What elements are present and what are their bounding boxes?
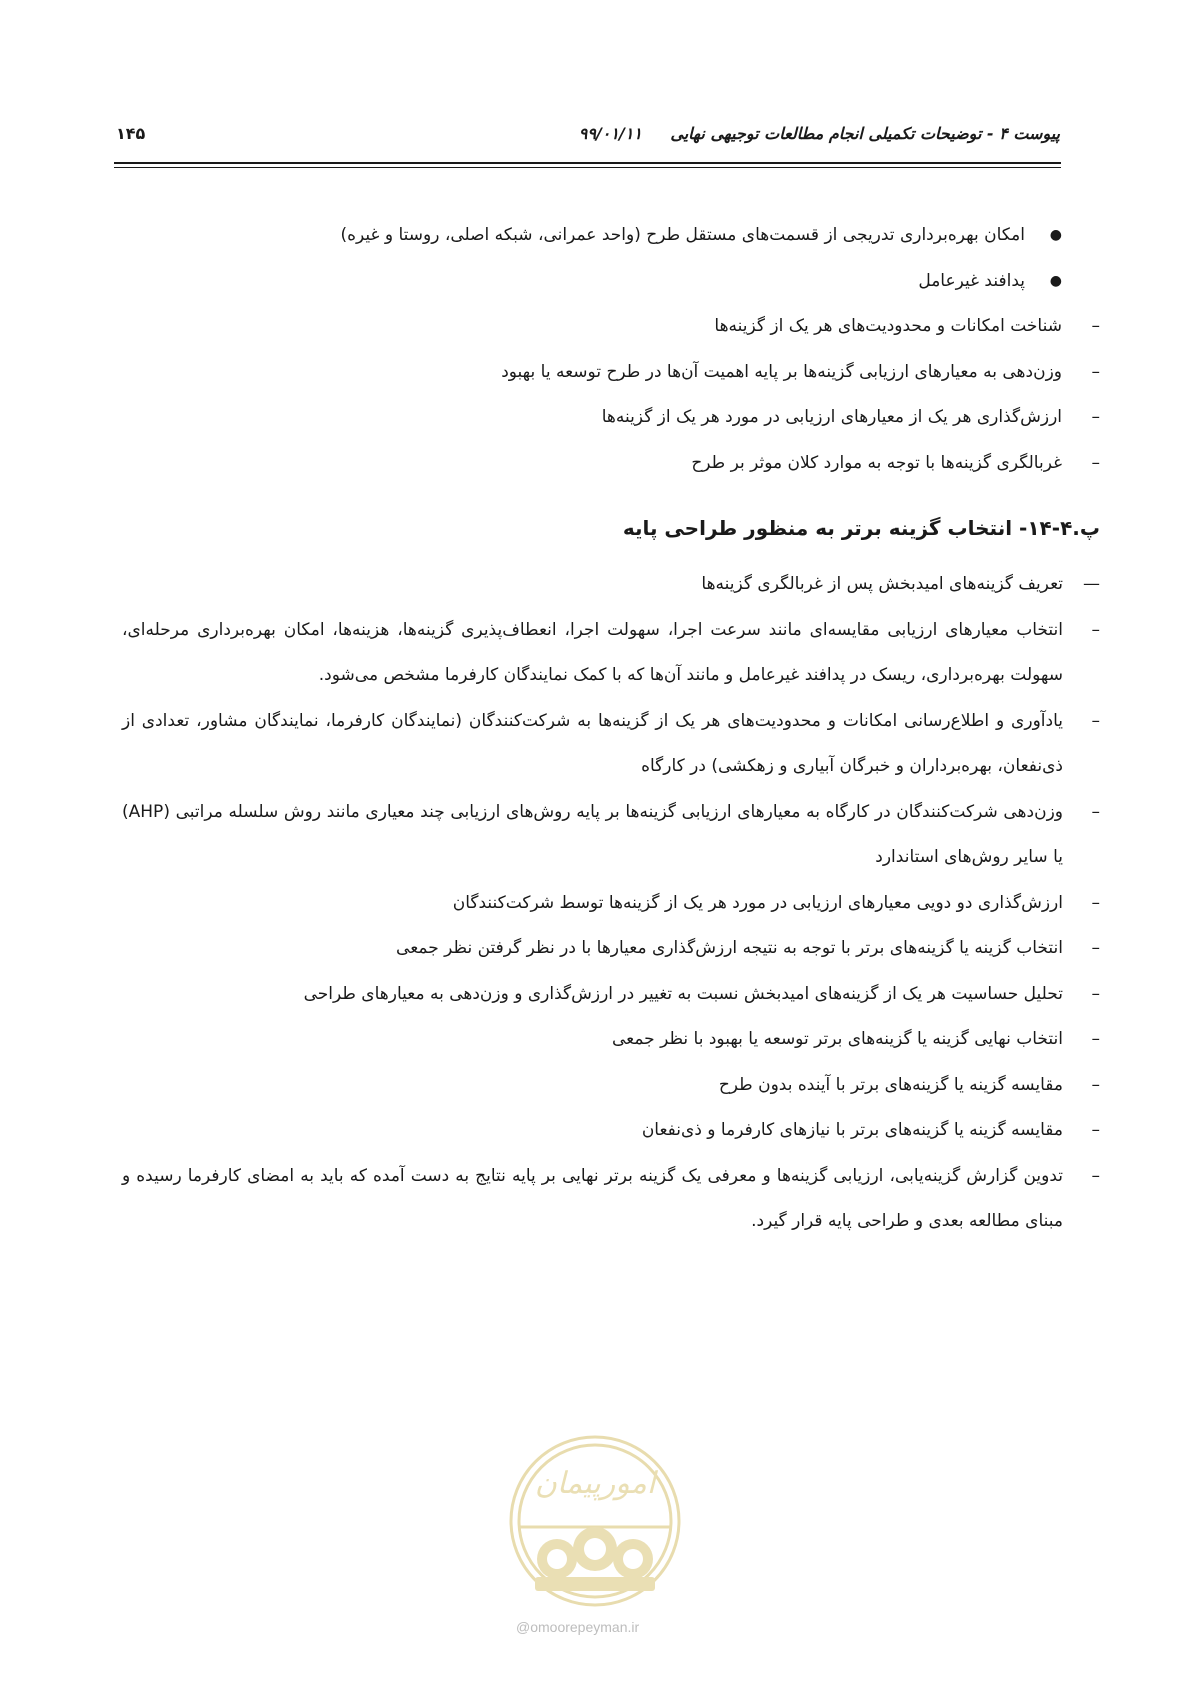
dash-icon: –: [1091, 361, 1100, 382]
dash-icon: —: [1083, 574, 1100, 594]
dash-icon: –: [1091, 892, 1100, 913]
watermark-logo-text: امورپیمان: [534, 1466, 656, 1501]
dash-icon: –: [1091, 316, 1100, 336]
list-item: – انتخاب نهایی گزینه یا گزینه‌های برتر توسعه یا بهبود با نظر جمعی: [122, 1017, 1100, 1063]
dash-icon: –: [1091, 407, 1100, 427]
dash-icon: –: [1091, 1074, 1100, 1095]
header-rule: [114, 162, 1061, 168]
dash-icon: –: [1091, 452, 1100, 473]
bullet-icon: ●: [1049, 272, 1062, 289]
list-item: – غربالگری گزینه‌ها با توجه به موارد کلان موثر بر طرح: [122, 441, 1100, 487]
header-title: پیوست ۴ - توضیحات تکمیلی انجام مطالعات توجیهی نهایی: [670, 124, 1060, 143]
page-number: ۱۴۵: [116, 124, 146, 143]
dash-icon: –: [1091, 710, 1100, 731]
document-body: [122, 213, 1100, 1245]
watermark-logo: [505, 1431, 685, 1611]
dash-icon: –: [1091, 1120, 1100, 1140]
list-item: – وزن‌دهی شرکت‌کنندگان در کارگاه به معیارهای ارزیابی گزینه‌ها بر پایه روش‌های ارزیابی چند معیاری مانند روش سلسله مراتبی (AHP) یا سایر روش‌های استاندارد: [122, 790, 1100, 881]
list-item: – وزن‌دهی به معیارهای ارزیابی گزینه‌ها بر پایه اهمیت آن‌ها در طرح توسعه یا بهبود: [122, 350, 1100, 396]
list-item: – ارزش‌گذاری دو دویی معیارهای ارزیابی در مورد هر یک از گزینه‌ها توسط شرکت‌کنندگان: [122, 881, 1100, 927]
list-item: – مقایسه گزینه یا گزینه‌های برتر با نیازهای کارفرما و ذی‌نفعان: [122, 1108, 1100, 1154]
dash-icon: –: [1091, 938, 1100, 958]
list-item: – شناخت امکانات و محدودیت‌های هر یک از گزینه‌ها: [122, 304, 1100, 350]
list-item: – تدوین گزارش گزینه‌یابی، ارزیابی گزینه‌ها و معرفی یک گزینه برتر نهایی بر پایه نتایج به دست آمده که باید به امضای کارفرما رسیده و مبنای مطالعه بعدی و طراحی پایه قرار گیرد.: [122, 1154, 1100, 1245]
dash-icon: –: [1091, 619, 1100, 640]
list-item: ● امکان بهره‌برداری تدریجی از قسمت‌های مستقل طرح (واحد عمرانی، شبکه اصلی، روستا و غیره): [122, 213, 1062, 259]
section-list: [122, 562, 1100, 1245]
section-title: پ.۴-۱۴- انتخاب گزینه برتر به منظور طراحی پایه: [622, 516, 1100, 540]
list-item: — تعریف گزینه‌های امیدبخش پس از غربالگری گزینه‌ها: [122, 562, 1100, 608]
list-item: ● پدافند غیرعامل: [122, 259, 1062, 305]
list-item: – تحلیل حساسیت هر یک از گزینه‌های امیدبخش نسبت به تغییر در ارزش‌گذاری و وزن‌دهی به معیارهای طراحی: [122, 972, 1100, 1018]
list-item: – انتخاب معیارهای ارزیابی مقایسه‌ای مانند سرعت اجرا، سهولت اجرا، انعطاف‌پذیری گزینه‌ها، هزینه‌ها، امکان بهره‌برداری مرحله‌ای، سهولت بهره‌برداری، ریسک در پدافند غیرعامل و مانند آن‌ها که با کمک نمایندگان کارفرما مشخص می‌شود.: [122, 608, 1100, 699]
dash-icon: –: [1091, 1165, 1100, 1186]
dash-icon: –: [1091, 983, 1100, 1004]
dash-icon: –: [1091, 1029, 1100, 1049]
list-item: – یادآوری و اطلاع‌رسانی امکانات و محدودیت‌های هر یک از گزینه‌ها به شرکت‌کنندگان (نمایندگان کارفرما، نمایندگان مشاور، تعدادی از ذی‌نفعان، بهره‌برداران و خبرگان آبیاری و زهکشی) در کارگاه: [122, 699, 1100, 790]
list-item: – انتخاب گزینه یا گزینه‌های برتر با توجه به نتیجه ارزش‌گذاری معیارها با در نظر گرفتن نظر جمعی: [122, 926, 1100, 972]
page-header: [116, 118, 1060, 158]
bullet-icon: ●: [1049, 227, 1062, 243]
dash-icon: –: [1091, 801, 1100, 822]
watermark-site: @omoorepeyman.ir: [516, 1619, 640, 1635]
list-item: – ارزش‌گذاری هر یک از معیارهای ارزیابی در مورد هر یک از گزینه‌ها: [122, 395, 1100, 441]
list-item: – مقایسه گزینه یا گزینه‌های برتر با آینده بدون طرح: [122, 1063, 1100, 1109]
header-date: ۹۹/۰۱/۱۱: [578, 124, 642, 143]
